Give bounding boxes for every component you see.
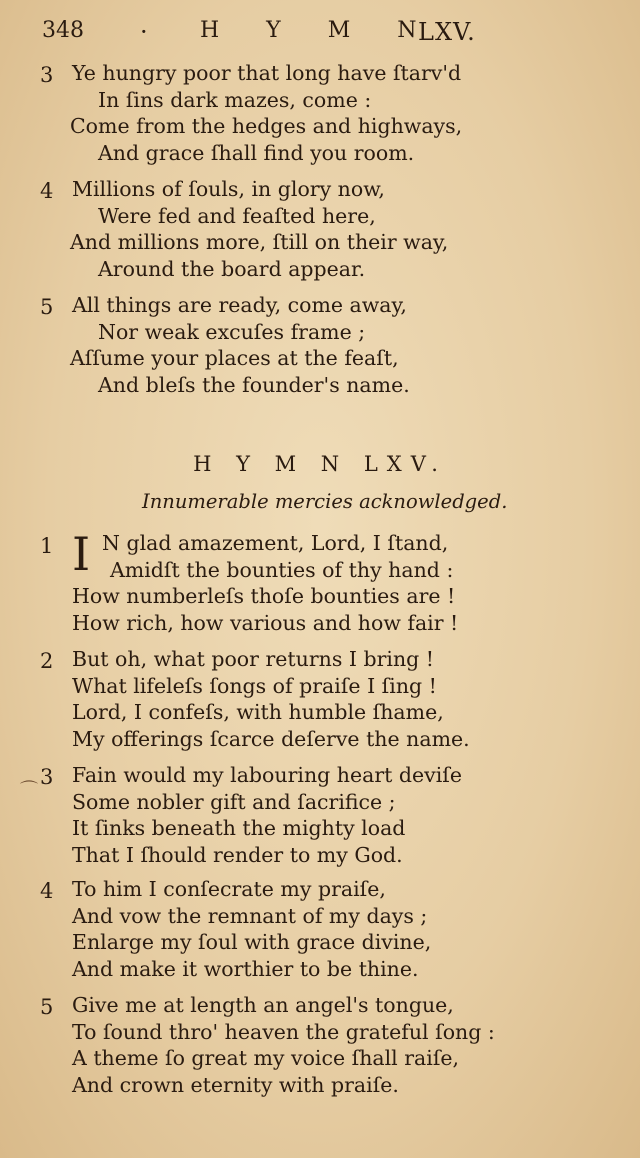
verse-text: Fain would my labouring heart deviſe: [72, 763, 463, 787]
verse-line: My offerings ſcarce deſerve the name.: [72, 726, 470, 751]
drop-cap: I: [72, 527, 91, 581]
running-head-title: H Y M N: [200, 18, 437, 43]
verse-line: [0, 176, 640, 203]
hymn-stanza-5: [0, 992, 640, 1098]
continued-stanza-3: [0, 60, 640, 166]
verse-line: That I ſhould render to my God.: [72, 842, 403, 867]
verse-text: Give me at length an angel's tongue,: [72, 993, 454, 1017]
stanza-number: 4: [40, 179, 54, 203]
verse-text: To him I conſecrate my praiſe,: [72, 877, 386, 901]
margin-mark: ⌒: [20, 780, 38, 801]
verse-line: To ſound thro' heaven the grateful ſong :: [72, 1019, 495, 1044]
stanza-number: 3: [40, 765, 54, 789]
verse-line: N glad amazement, Lord, I ſtand,: [102, 531, 449, 555]
verse-line: [0, 992, 640, 1019]
verse-line: [0, 60, 640, 87]
verse-text: But oh, what poor returns I bring !: [72, 647, 435, 671]
verse-line: [0, 876, 640, 903]
hymn-stanza-4: [0, 876, 640, 982]
verse-line: And millions more, ſtill on their way,: [70, 230, 449, 255]
hymn-subtitle: Innumerable mercies acknowledged.: [142, 490, 508, 513]
verse-line: [0, 646, 640, 673]
stanza-number: 3: [40, 63, 54, 87]
verse-line: Come from the hedges and highways,: [70, 114, 463, 139]
verse-line: Some nobler gift and ſacrifice ;: [72, 789, 396, 814]
verse-line: And vow the remnant of my days ;: [72, 903, 428, 928]
verse-line: In ſins dark mazes, come :: [98, 87, 372, 112]
verse-line: Lord, I confeſs, with humble ſhame,: [72, 700, 444, 725]
verse-line: Aſſume your places at the feaſt,: [70, 346, 399, 371]
verse-line: And make it worthier to be thine.: [72, 956, 419, 981]
verse-line: It ſinks beneath the mighty load: [72, 816, 406, 841]
verse-line: How numberleſs thoſe bounties are !: [72, 584, 456, 609]
stanza-number: 2: [40, 649, 54, 673]
hymn-title: H Y M N LXV.: [193, 452, 447, 476]
verse-text: Millions of ſouls, in glory now,: [72, 177, 385, 201]
verse-text: Ye hungry poor that long have ſtarv'd: [72, 61, 462, 85]
stanza-number: 1: [40, 534, 54, 558]
stanza-number: 4: [40, 879, 54, 903]
verse-line: Nor weak excuſes frame ;: [98, 319, 366, 344]
running-head: [40, 18, 600, 48]
verse-line: [0, 292, 640, 319]
verse-text: All things are ready, come away,: [72, 293, 407, 317]
hymn-stanza-2: [0, 646, 640, 752]
hymn-stanza-3: [0, 762, 640, 868]
hymn-stanza-1: [0, 527, 640, 636]
verse-line: Amidſt the bounties of thy hand :: [110, 557, 454, 582]
running-head-number: LXV.: [418, 18, 476, 46]
continued-stanza-5: [0, 292, 640, 398]
continued-stanza-4: [0, 176, 640, 282]
verse-line: Were fed and feaſted here,: [98, 203, 376, 228]
verse-line: A theme ſo great my voice ſhall raiſe,: [72, 1046, 460, 1071]
verse-line: Enlarge my ſoul with grace divine,: [72, 930, 432, 955]
verse-line: And crown eternity with praiſe.: [72, 1072, 399, 1097]
verse-line: What lifeleſs ſongs of praiſe I ſing !: [72, 673, 437, 698]
verse-line: And grace ſhall find you room.: [98, 140, 415, 165]
verse-line: How rich, how various and how fair !: [72, 610, 459, 635]
verse-line: Around the board appear.: [98, 256, 366, 281]
page-number: 348: [42, 18, 84, 43]
verse-line: And bleſs the founder's name.: [98, 372, 410, 397]
stanza-number: 5: [40, 995, 54, 1019]
verse-line: [0, 762, 640, 789]
stanza-number: 5: [40, 295, 54, 319]
head-dot: ·: [140, 18, 148, 46]
